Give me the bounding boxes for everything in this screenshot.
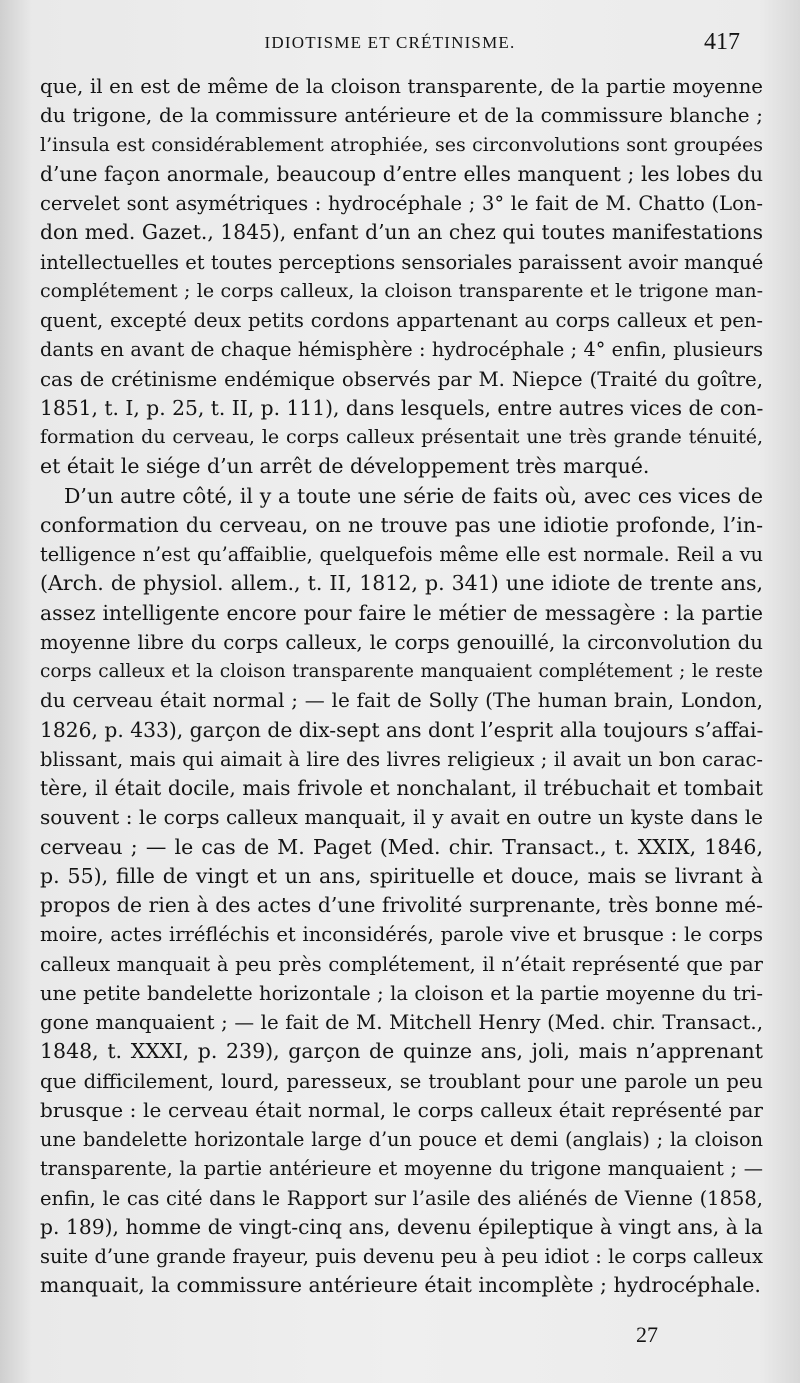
text-line: brusque : le cerveau était normal, le corps calleux était représenté par <box>40 1097 763 1122</box>
text-line: (Arch. de physiol. allem., t. II, 1812, p. 341) une idiote de trente ans, <box>40 571 763 596</box>
text-line: manquait, la commissure antérieure était incomplète ; hydrocéphale. <box>40 1273 761 1298</box>
text-line: 1826, p. 433), garçon de dix-sept ans dont l’esprit alla toujours s’affai- <box>40 717 763 742</box>
page-header <box>40 29 740 59</box>
text-line: complétement ; le corps calleux, la cloison transparente et le trigone man- <box>40 279 763 302</box>
text-line: d’une façon anormale, beaucoup d’entre elles manquent ; les lobes du <box>40 161 763 186</box>
text-line: que difficilement, lourd, paresseux, se troublant pour une parole un peu <box>40 1069 763 1093</box>
text-line: tère, il était docile, mais frivole et nonchalant, il trébuchait et tombait <box>40 776 763 800</box>
text-line: l’insula est considérablement atrophiée, ses circonvolutions sont groupées <box>40 133 763 156</box>
text-line: souvent : le corps calleux manquait, il y avait en outre un kyste dans le <box>40 805 763 830</box>
text-line: telligence n’est qu’affaiblie, quelquefois même elle est normale. Reil a vu <box>40 543 763 566</box>
text-line: moire, actes irréfléchis et inconsidérés, parole vive et brusque : le corps <box>40 923 763 947</box>
text-line: une bandelette horizontale large d’un pouce et demi (anglais) ; la cloison <box>40 1128 763 1151</box>
text-line: 1848, t. XXXI, p. 239), garçon de quinze ans, joli, mais n’apprenant <box>40 1039 763 1064</box>
text-line: cas de crétinisme endémique observés par M. Niepce (Traité du goître, <box>40 367 763 391</box>
body-text <box>40 72 763 1301</box>
text-line: et était le siége d’un arrêt de développement très marqué. <box>40 454 650 479</box>
text-line: transparente, la partie antérieure et moyenne du trigone manquaient ; — <box>40 1157 763 1181</box>
text-line: blissant, mais qui aimait à lire des livres religieux ; il avait un bon carac- <box>40 747 763 771</box>
text-line: corps calleux et la cloison transparente manquaient complétement ; le reste <box>40 661 763 682</box>
text-line: formation du cerveau, le corps calleux présentait une très grande ténuité, <box>40 426 763 448</box>
text-line: cerveau ; — le cas de M. Paget (Med. chir. Transact., t. XXIX, 1846, <box>40 834 763 859</box>
text-line: une petite bandelette horizontale ; la cloison et la partie moyenne du tri- <box>40 981 763 1005</box>
text-line: 1851, t. I, p. 25, t. II, p. 111), dans lesquels, entre autres vices de con- <box>40 395 763 420</box>
text-line: p. 55), fille de vingt et un ans, spirituelle et douce, mais se livrant à <box>40 863 763 888</box>
text-line: suite d’une grande frayeur, puis devenu peu à peu idiot : le corps calleux <box>40 1245 763 1268</box>
running-title: IDIOTISME ET CRÉTINISME. <box>264 33 516 52</box>
text-line: don med. Gazet., 1845), enfant d’un an chez qui toutes manifestations <box>40 220 763 245</box>
text-line: calleux manquait à peu près complétement, il n’était représenté que par <box>40 952 763 976</box>
text-line: dants en avant de chaque hémisphère : hydrocéphale ; 4° enfin, plusieurs <box>40 338 763 362</box>
text-line: du trigone, de la commissure antérieure et de la commissure blanche ; <box>40 103 763 128</box>
text-line: D’un autre côté, il y a toute une série de faits où, avec ces vices de <box>64 483 763 508</box>
page-number: 417 <box>704 29 740 55</box>
text-line: propos de rien à des actes d’une frivolité surprenante, très bonne mé- <box>40 893 763 917</box>
text-line: moyenne libre du corps calleux, le corps genouillé, la circonvolution du <box>40 630 763 654</box>
signature-mark: 27 <box>636 1322 658 1347</box>
text-line: du cerveau était normal ; — le fait de Solly (The human brain, London, <box>40 688 763 713</box>
text-line: p. 189), homme de vingt-cinq ans, devenu épileptique à vingt ans, à la <box>40 1214 763 1239</box>
text-line: quent, excepté deux petits cordons appartenant au corps calleux et pen- <box>40 309 763 332</box>
text-line: enfin, le cas cité dans le Rapport sur l’asile des aliénés de Vienne (1858, <box>40 1186 763 1210</box>
text-line: que, il en est de même de la cloison transparente, de la partie moyenne <box>40 75 763 98</box>
text-line: conformation du cerveau, on ne trouve pas une idiotie profonde, l’in- <box>40 512 763 537</box>
text-line: assez intelligente encore pour faire le métier de messagère : la partie <box>40 600 763 625</box>
text-line: gone manquaient ; — le fait de M. Mitchell Henry (Med. chir. Transact., <box>40 1011 763 1034</box>
text-line: intellectuelles et toutes perceptions sensoriales paraissent avoir manqué <box>40 250 763 274</box>
text-line: cervelet sont asymétriques : hydrocéphale ; 3° le fait de M. Chatto (Lon- <box>40 192 763 215</box>
